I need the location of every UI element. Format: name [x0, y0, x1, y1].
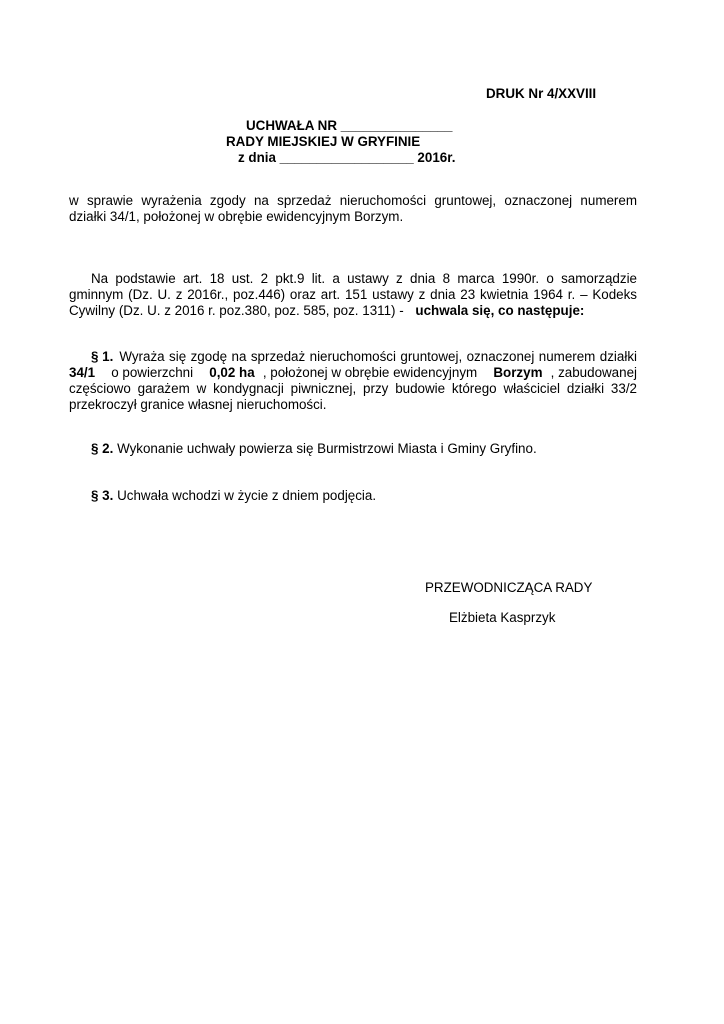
- signature-role: PRZEWODNICZĄCA RADY: [425, 580, 593, 595]
- par1-area-value: 0,02 ha: [209, 365, 255, 380]
- par1-line-3: częściowo garażem w kondygnacji piwnicznej, przy budowie którego właściciel działki 33/2: [69, 381, 637, 396]
- par1-located-in: , położonej w obrębie ewidencyjnym: [262, 365, 478, 380]
- par1-text-1: Wyraża się zgodę na sprzedaż nieruchomości gruntowej, oznaczonej numerem działki: [119, 349, 637, 364]
- council-name: RADY MIEJSKIEJ W GRYFINIE: [226, 134, 421, 149]
- subject-line-1: w sprawie wyrażenia zgody na sprzedaż nieruchomości gruntowej, oznaczonej numerem: [69, 193, 637, 208]
- resolution-date: z dnia __________________ 2016r.: [238, 150, 456, 165]
- legal-basis-resolves: uchwala się, co następuje:: [415, 303, 585, 318]
- par1-area-label: o powierzchni: [111, 365, 194, 380]
- legal-basis-line-2: gminnym (Dz. U. z 2016r., poz.446) oraz art. 151 ustawy z dnia 23 kwietnia 1964 r. – Kodeks: [69, 287, 637, 302]
- par3-text: Uchwała wchodzi w życie z dniem podjęcia.: [117, 488, 377, 503]
- par1-line-2: [69, 365, 637, 381]
- signature-name: Elżbieta Kasprzyk: [449, 610, 556, 625]
- par1-mark: § 1.: [91, 349, 114, 364]
- par1-line-4: przekroczył granice własnej nieruchomości.: [69, 397, 327, 412]
- par3: [91, 488, 376, 504]
- par2-text: Wykonanie uchwały powierza się Burmistrzowi Miasta i Gminy Gryfino.: [117, 441, 537, 456]
- par2: [91, 441, 537, 457]
- druk-number: DRUK Nr 4/XXVIII: [486, 86, 597, 101]
- par1-precinct: Borzym: [493, 365, 543, 380]
- legal-basis-line-1: Na podstawie art. 18 ust. 2 pkt.9 lit. a ustawy z dnia 8 marca 1990r. o samorządzie: [91, 271, 637, 286]
- par1-built-up: , zabudowanej: [550, 365, 637, 380]
- subject-line-2: działki 34/1, położonej w obrębie ewidencyjnym Borzym.: [69, 209, 404, 224]
- resolution-title: UCHWAŁA NR _______________: [246, 118, 453, 133]
- legal-basis-line-3: [69, 303, 584, 319]
- legal-basis-citation: Cywilny (Dz. U. z 2016 r. poz.380, poz. 585, poz. 1311) -: [69, 303, 404, 318]
- par2-mark: § 2.: [91, 441, 114, 456]
- par1-plot-number: 34/1: [69, 365, 96, 380]
- par1-line-1: [91, 349, 637, 365]
- par3-mark: § 3.: [91, 488, 114, 503]
